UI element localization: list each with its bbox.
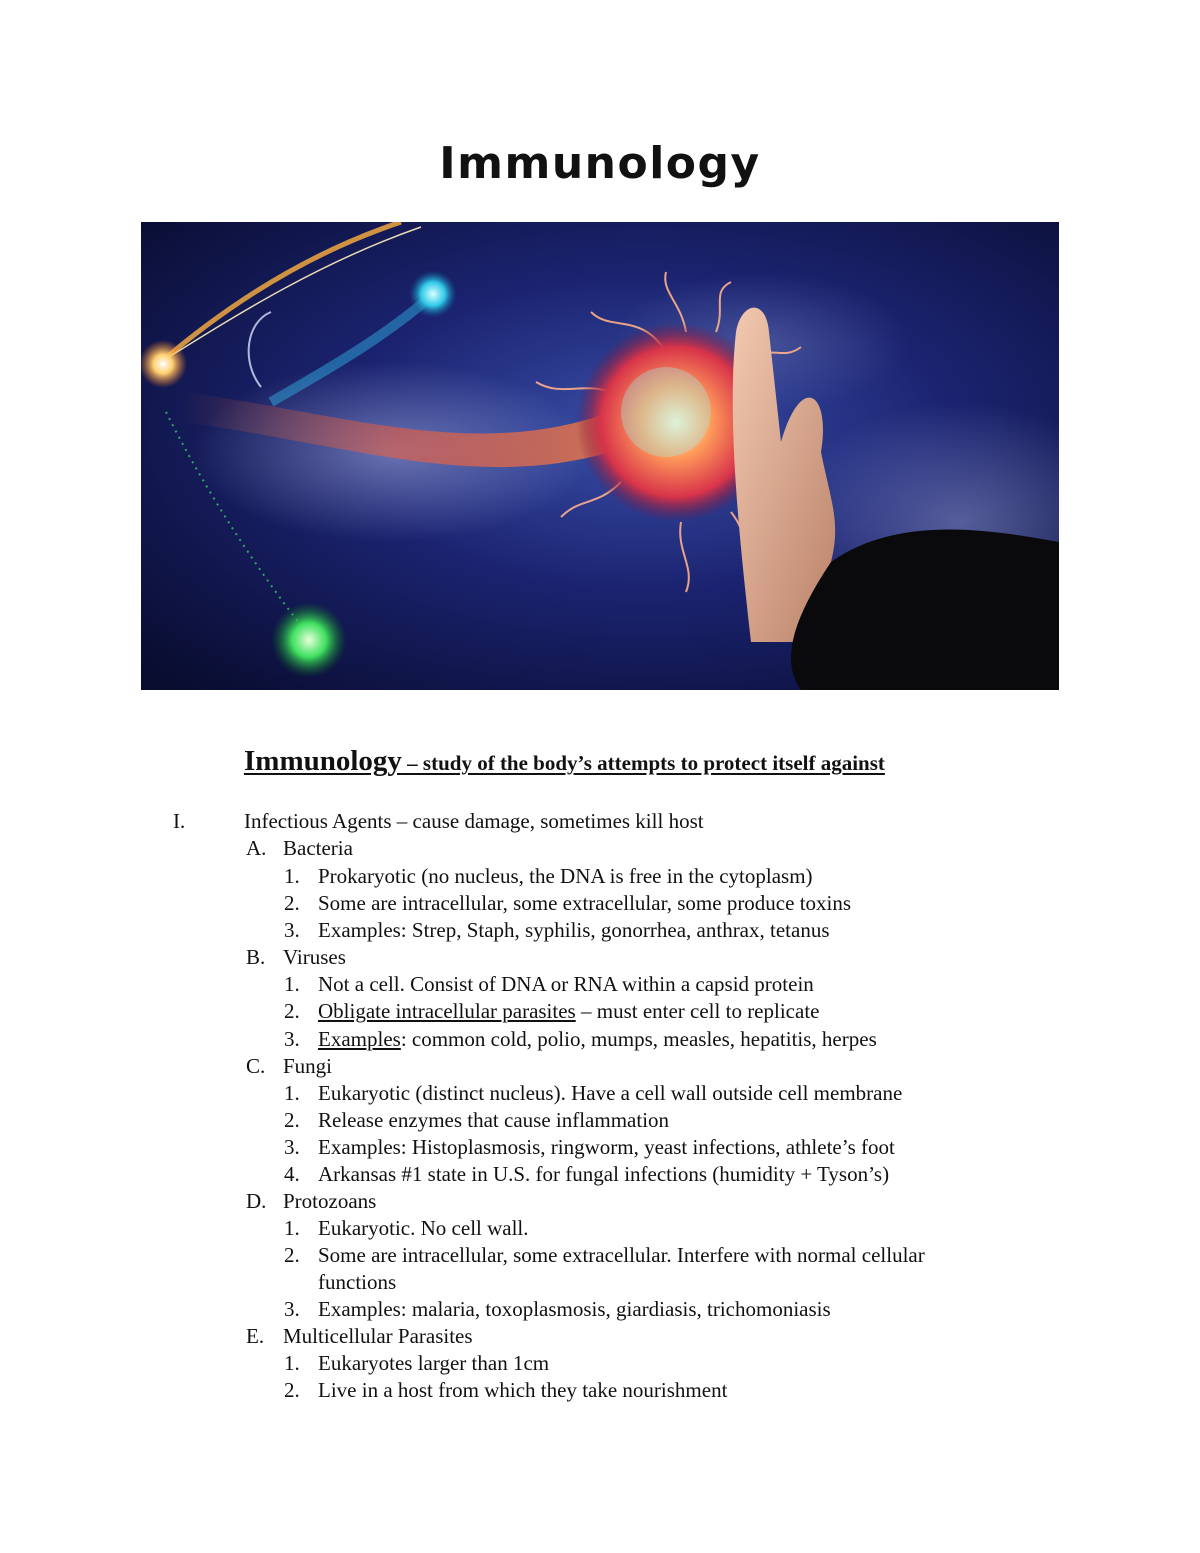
list-item: 2. Some are intracellular, some extracellular, some produce toxins (284, 891, 852, 915)
outline-marker: I. (173, 809, 186, 833)
underlined-term: Examples (318, 1027, 401, 1051)
section-heading: E. Multicellular Parasites (246, 1324, 473, 1348)
list-item: 2. Release enzymes that cause inflammation (284, 1108, 670, 1132)
outline-item-level1 (173, 808, 704, 835)
list-item: 1. Not a cell. Consist of DNA or RNA within a capsid protein (284, 972, 814, 996)
list-item: 3. Examples: Strep, Staph, syphilis, gonorrhea, anthrax, tetanus (284, 918, 830, 942)
immune-cell-illustration (141, 222, 1059, 690)
definition-text: – study of the body’s attempts to protect itself against (401, 751, 885, 775)
list-item: 1. Eukaryotic (distinct nucleus). Have a cell wall outside cell membrane (284, 1081, 903, 1105)
list-item: 2. Obligate intracellular parasites – must enter cell to replicate (284, 999, 820, 1023)
list-item: 1. Prokaryotic (no nucleus, the DNA is free in the cytoplasm) (284, 864, 813, 888)
definition-term: Immunology (244, 745, 402, 777)
outline-text: Infectious Agents – cause damage, sometimes kill host (244, 809, 704, 833)
section-heading: C. Fungi (246, 1054, 333, 1078)
list-item: 2. Some are intracellular, some extracellular. Interfere with normal cellular (284, 1243, 925, 1267)
list-item: 3. Examples: malaria, toxoplasmosis, giardiasis, trichomoniasis (284, 1297, 831, 1321)
list-item: 4. Arkansas #1 state in U.S. for fungal infections (humidity + Tyson’s) (284, 1162, 890, 1186)
list-item: 3. Examples: common cold, polio, mumps, measles, hepatitis, herpes (284, 1027, 877, 1051)
page-title: Immunology (439, 138, 761, 189)
section-heading: B. Viruses (246, 945, 346, 969)
list-item: 2. Live in a host from which they take nourishment (284, 1378, 728, 1402)
list-item-continuation: functions (318, 1270, 397, 1294)
section-heading: A. Bacteria (246, 836, 353, 860)
list-item: 3. Examples: Histoplasmosis, ringworm, yeast infections, athlete’s foot (284, 1135, 895, 1159)
list-item: 1. Eukaryotic. No cell wall. (284, 1216, 529, 1240)
list-item: 1. Eukaryotes larger than 1cm (284, 1351, 550, 1375)
underlined-term: Obligate intracellular parasites (318, 999, 576, 1023)
section-heading: D. Protozoans (246, 1189, 377, 1213)
definition-heading (244, 745, 1144, 778)
